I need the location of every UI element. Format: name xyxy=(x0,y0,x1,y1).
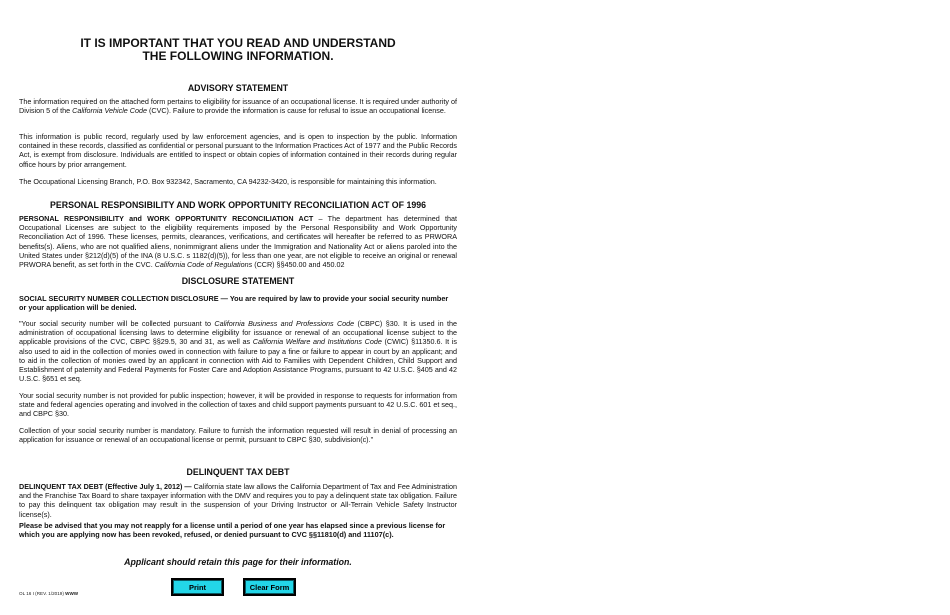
advisory-paragraph-1: The information required on the attached form pertains to eligibility for issuance of an occupational license. It is required under authority of Division 5 of the California Vehicle Code (CVC). Failure to provide the information is cause for refusal to issue an occupational license. xyxy=(19,97,457,116)
retain-page-note: Applicant should retain this page for their information. xyxy=(124,557,352,567)
title-line-1: IT IS IMPORTANT THAT YOU READ AND UNDERSTAND xyxy=(80,36,396,50)
print-button[interactable]: Print xyxy=(171,578,224,596)
ssn-disclosure-statement: SOCIAL SECURITY NUMBER COLLECTION DISCLOSURE — You are required by law to provide your social security number or your application will be denied. xyxy=(19,294,449,313)
form-id: OL 16 I (REV. 1/2019) WWW xyxy=(19,591,79,596)
delinquent-paragraph: DELINQUENT TAX DEBT (Effective July 1, 2012) — California state law allows the California Department of Tax and Fee Administration and the Franchise Tax Board to share taxpayer information with the DMV and requires you to pay a delinquent state tax obligation. Failure to pay this delinquent tax obligation may result in the suspension of your Driving Instructor or All-Terrain Vehicle Safety Instructor license(s). xyxy=(19,482,457,519)
delinquent-heading: DELINQUENT TAX DEBT xyxy=(186,467,290,477)
prwora-heading: PERSONAL RESPONSIBILITY AND WORK OPPORTUNITY RECONCILIATION ACT OF 1996 xyxy=(49,200,427,210)
ssn-usage-paragraph: "Your social security number will be collected pursuant to California Business and Professions Code (CBPC) §30. It is used in the administration of occupational licensing laws to determine eligibility for issuance or renewal of an occupational license subject to the applicable provisions of the CVC, CBPC §§29.5, 30 and 31, as well as California Welfare and Institutions Code (CWIC) §11350.6. It is also used to aid in the collection of monies owed in connection with failure to pay a fine or failure to appear in court by an applicant; and to aid in the collection of monies owed by an applicant in connection with Aid to Families with Dependent Children, Child Support and Establishment of paternity and Federal Payments for Foster Care and Adoption Assistance Programs, pursuant to 42 U.S.C. §405 and 42 U.S.C. §651 et seq. xyxy=(19,319,458,384)
ssn-public-paragraph: Your social security number is not provided for public inspection; however, it will be provided in response to requests for information from state and federal agencies operating and involved in the collection of taxes and child support payments pursuant to 42 U.S.C. 601 et seq., and CBPC §30. xyxy=(19,391,457,419)
title-line-2: THE FOLLOWING INFORMATION. xyxy=(142,49,334,63)
reapply-notice: Please be advised that you may not reapply for a license until a period of one year has elapsed since a previous license for which you are applying now has been revoked, refused, or denied pursuant to CVC §§11810(d) and 11107(c). xyxy=(19,521,446,540)
disclosure-heading: DISCLOSURE STATEMENT xyxy=(181,276,295,286)
prwora-paragraph: PERSONAL RESPONSIBILITY and WORK OPPORTUNITY RECONCILIATION ACT – The department has determined that Occupational Licenses are subject to the eligibility requirements imposed by the Personal Responsibility and Work Opportunity Reconciliation Act of 1996. These licenses, permits, clearances, verifications, and certificates will hereafter be referred to as PRWORA benefits(s). Aliens, who are not qualified aliens, nonimmigrant aliens under the Immigration and Nationality Act or aliens paroled into the United States under §212(d)(5) of the INA (8 U.S.C. s 1182(d)(5)), for less than one year, are not eligible to receive an original or renewal PRWORA benefit, as set forth in the CVC. California Code of Regulations (CCR) §§450.00 and 450.02 xyxy=(19,214,457,270)
advisory-paragraph-2: This information is public record, regularly used by law enforcement agencies, and is open to inspection by the public. Information contained in these records, classified as confidential or personal pursuant to the Information Practices Act of 1977 and the Public Records Act, is exempt from disclosure. Individuals are entitled to inspect or obtain copies of information contained in their records during regular office hours by prior arrangement. xyxy=(19,132,457,169)
ssn-mandatory-paragraph: Collection of your social security number is mandatory. Failure to furnish the information requested will result in denial of processing an application for issuance or renewal of an occupational license or permit, pursuant to CBPC §30, subdivision(c)." xyxy=(19,426,457,445)
advisory-paragraph-3: The Occupational Licensing Branch, P.O. Box 932342, Sacramento, CA 94232-3420, is responsible for maintaining this information. xyxy=(19,177,437,186)
page-title xyxy=(19,37,457,63)
clear-form-button[interactable]: Clear Form xyxy=(243,578,296,596)
advisory-heading: ADVISORY STATEMENT xyxy=(187,83,289,93)
